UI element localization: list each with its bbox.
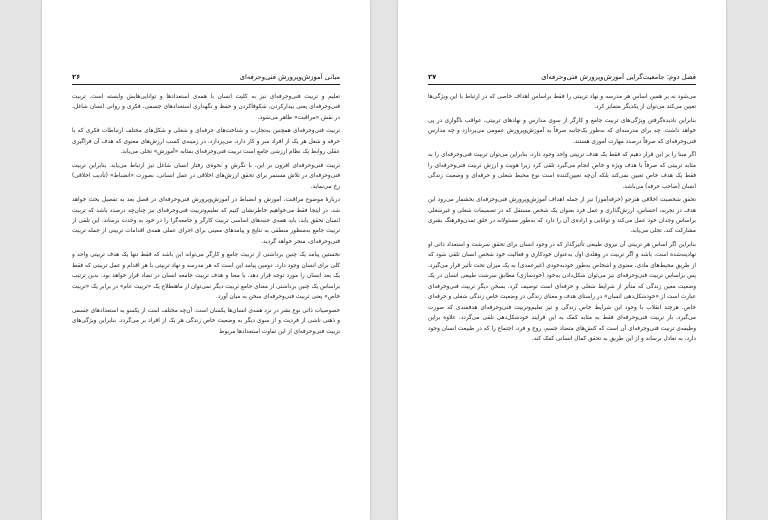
paragraph: بنابراین نادیده‌گرفتن ویژگی‌های تربیت جامع و کارگر از سوی مدارس و نهادهای تربیتی، عواقب ناگواری در پی خواهد داشت. چه برای مدرسه‌ای که به‌طور یک‌جانبه صرفاً به آموزش‌وپرورش عمومی می‌پردازد و چه مدارس فنی‌وحرفه‌ای که صرفاً درصدد مهارت آموزی هستند. (428, 117, 696, 145)
running-title: فصل دوم: جامعیت‌گرایی آموزش‌وپرورش فنی‌وحرفه‌ای (541, 73, 696, 81)
page-header (72, 70, 340, 85)
page-body (428, 92, 696, 508)
paragraph: اگر مبنا را بر این قرار دهیم که فقط یک هدف تربیتی واحد وجود دارد، بنابراین می‌توان تربیت فنی‌وحرفه‌ای را به مثابه تربیتی که صرفاً با هدف ویژه و خاص انجام می‌گیرد تلقی کرد زیرا هویت و ارزش تربیت فنی‌وحرفه‌ای را فقط یک هدف خاص تعیین نمی‌کند بلکه آن‌چه تعیین‌کننده است نوع محیط شغلی و حرفه‌ای و وضعیت زندگی انسان (صاحب حرفه) می‌باشد. (428, 152, 696, 190)
running-title: مبانی آموزش‌وپرورش فنی‌وحرفه‌ای (239, 73, 340, 81)
page-number: ۲۶ (72, 73, 81, 81)
page-body (72, 92, 340, 508)
paragraph: خصوصیات ذاتی نوع بشر در نزد همه‌ی انسان‌ها یکسان است. آن‌چه مختلف است از یکسو به استعدادهای جسمی و ذهنی ناشی از فردیت و از سوی دیگر به وضعیت خاص زندگی هر یک از افراد بر می‌گردد. بنابراین ویژگی‌های تربیت فنی‌وحرفه‌ای از این تفاوت استعدادها مربوط (72, 307, 340, 335)
paragraph: تربیت فنی‌وحرفه‌ای همچنین به‌تجارب و شناخت‌های حرفه‌ای و شغلی و شکل‌های مختلف ارتباطات فکری که با حرفه و شغل هر یک از افراد سر و کار دارد، می‌پردازد. در زمینه‌ی کسب ارزش‌های معنوی که هدف آن فراگیری عقلی روابط یک نظام ارزشی جامع است تربیت فنی‌وحرفه‌ای بمثابه «آموزش» تجلی می‌یابد. (72, 128, 340, 156)
paragraph: تعلیم و تربیت فنی‌وحرفه‌ای نیز به کلیت انسان با همه‌ی استعدادها و توانایی‌هایش وابسته است. تربیت فنی‌وحرفه‌ای یعنی بیدارکردن، شکوفاکردن و حفظ و نگهداری استعدادهای جسمی، فکری و روانی انسان شاغل، در نقش «مراقبت» ظاهر می‌شود. (72, 94, 340, 121)
left-page (42, 0, 370, 520)
right-page (398, 0, 726, 520)
paragraph: دربارهٔ موضوع مراقبت، آموزش و انضباط در آموزش‌وپرورش فنی‌وحرفه‌ای در فصل بعد به تفصیل بحث خواهد شد. در اینجا فقط می‌خواهیم خاطرنشان کنیم که تعلیم‌وتربیت فنی‌وحرفه‌ای نیز چنان‌چه درصدد باشد که تربیت انسان تحقق یابد، باید همه‌ی جنبه‌های اساسی تربیت کارگر و جامعه‌گرا را در خود به وحدت برساند. این تلقی از تربیت جامع به‌منظور منطقی به نتایج و پیامدهای معینی برای اجرای عملی همه‌ی اقدامات تربیتی از جمله تربیت فنی‌وحرفه‌ای، منجر خواهد گردید. (72, 197, 340, 245)
paragraph: بنابراین اگر اساس هر تربیتی آن نیروی طبیعی تأثیرگذار که در وجود انسان برای تحقق سرشت و استعداد ذاتی او نهادینه‌شده است، باشد و اگر تربیت در وهله‌ی اول به‌عنوان خودکاری و فعالیت خود شخص انسان تلقی شود که از طریق محیط‌های مادی، معنوی و اشخاص به‌طور خودبه‌خودی (غیرعمدی) به یک میزان تحت تأثیر قرار می‌گیرد، پس براساس تربیت فنی‌وحرفه‌ای نیز می‌توان شکل‌دادن به‌خود (خودسازی) مطابق سرشت طبیعی انسان در یک وضعیت معین زندگی که متأثر از شرایط شغلی و حرفه‌ای است توصیف کرد. بسخن دیگر تربیت فنی‌وحرفه‌ای عبارت است از «خودشکل‌دهی انسان» در راستای هدف و معنای زندگی در وضعیت خاص زندگی شغلی و حرفه‌ای خاص. هرچند انقلاب با وجود این شرایط خاص زندگی و نیز تعلیم‌وتربیت فنی‌وحرفه‌ای هدفمندی که صورت می‌گیرد، باز تربیت فنی‌وحرفه‌ای فقط به مثابه کمک به این فرایند خودشکل‌دهی تلقی می‌گردد. علاوه براین وظیفه‌ی تربیت فنی‌وحرفه‌ای آن است که کنش‌های متضاد جسم، روح و فرد، اجتماع را که در طبیعت انسان وجود دارد، به تعادل برساند و از این طریق به تحقق کمال انسانی کمک کند. (428, 241, 696, 342)
page-header (428, 70, 696, 85)
paragraph: تحقق شخصیت اخلاقی هنرجو (حرفه‌آموز) نیز از جمله اهداف آموزش‌وپرورش فنی‌وحرفه‌ای بحشمار می‌رود این هدف در تجربه، احساس، ارزش‌گذاری و عمل فرد بعنوان یک شخص مستقل که در تصمیمات شغلی و غیرشغلی براساس وجدان خود عمل می‌کند و توانایی و اراده‌ی آن را دارد که به‌طور مسئولانه در خلق تمدن‌وفرهنگ بشری مشارکت کند، تجلی می‌یابد. (428, 197, 696, 235)
paragraph: نخستین پیامد یک چنین برداشتی از تربیت جامع و کارگر می‌تواند این باشد که فقط تنها یک هدف تربیتی واحد و کلی برای انسان وجود دارد. دومین پیامد این است که هر مدرسه و نهاد تربیتی با هر اقدام و عمل تربیتی که فقط یک بعد انسان را مورد توجه قرار دهد، با معنا و هدف تربیت جامعه انسان در تضاد قرار خواهد بود. بدین ترتیب براساس یک چنین برداشتی از معنای جامع تربیت دیگر نمی‌توان از ماهنطلاع یک «تربیت عام» در برابر یک «تربیت خاص» یعنی تربیت فنی‌وحرفه‌ای سخن به میان آورد. (72, 252, 340, 301)
page-number: ۲۷ (428, 73, 437, 81)
paragraph: تربیت فنی‌وحرفه‌ای افزون بر این، با نگرش و نحوه‌ی رفتار انسان شاغل نیز ارتباط می‌یابد. بنابراین تربیت فنی‌وحرفه‌ای در تلاش مستمر برای تحقق ارزش‌های اخلاقی در عمل انسانی، بصورت «انضباط» (تأدیب اخلاقی) رخ می‌نماید. (72, 162, 340, 190)
paragraph: می‌شود نه بر همین اساس هر مدرسه و نهاد تربیتی را فقط براساس اهداف خاصی که در ارتباط با این ویژگی‌ها تعیین می‌کند می‌توان از یکدیگر متمایز کرد. (428, 94, 696, 111)
